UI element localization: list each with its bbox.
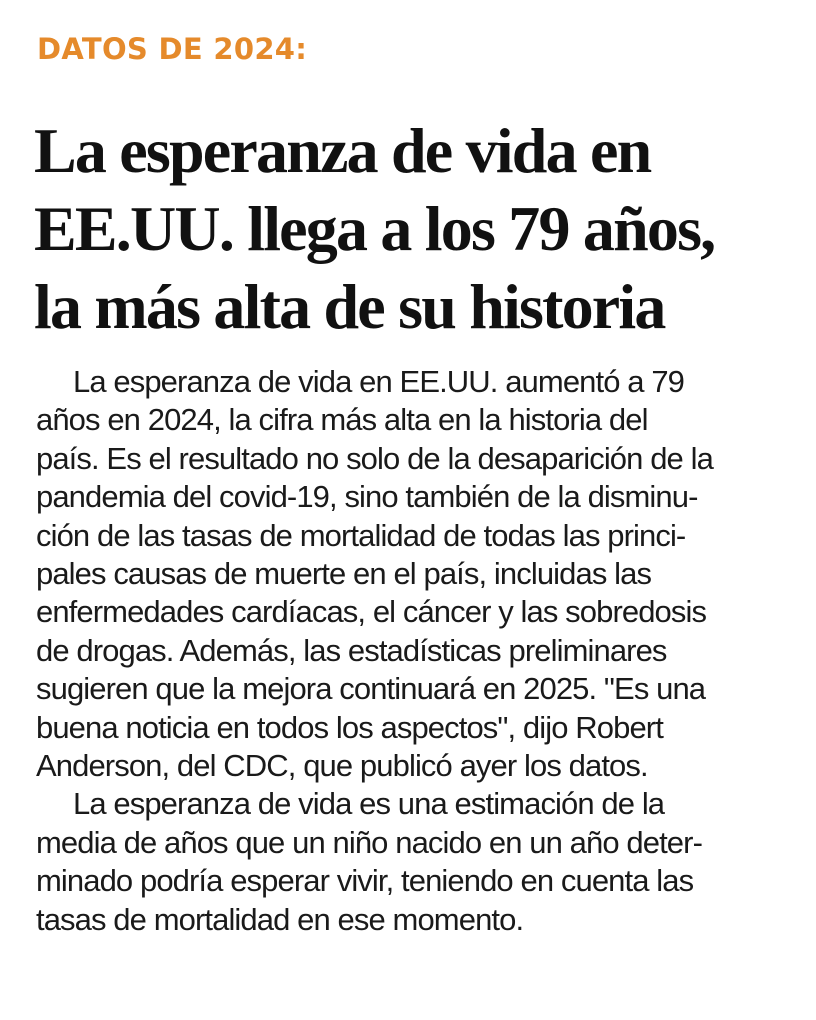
paragraph-2-line: media de años que un niño nacido en un año deter-: [36, 824, 702, 860]
paragraph-1-line: pales causas de muerte en el país, incluidas las: [36, 556, 652, 592]
paragraph-2-line: minado podría esperar vivir, teniendo en cuenta las: [36, 863, 694, 899]
paragraph-1-line: sugieren que la mejora continuará en 2025. "Es una: [36, 671, 706, 707]
paragraph-1-line: buena noticia en todos los aspectos", dijo Robert: [36, 709, 663, 745]
paragraph-1-line: país. Es el resultado no solo de la desaparición de la: [36, 440, 713, 476]
headline-line: EE.UU. llega a los 79 años,: [34, 193, 715, 264]
headline: [34, 112, 814, 346]
headline-line: La esperanza de vida en: [34, 115, 651, 186]
headline-line: la más alta de su historia: [34, 271, 665, 342]
paragraph-1-line: La esperanza de vida en EE.UU. aumentó a 79: [73, 364, 684, 399]
paragraph-2-line: tasas de mortalidad en ese momento.: [36, 901, 524, 937]
paragraph-1-line: enfermedades cardíacas, el cáncer y las sobredosis: [36, 594, 707, 630]
section-kicker: DATOS DE 2024:: [37, 32, 308, 66]
paragraph-2-line: La esperanza de vida es una estimación de la: [73, 786, 665, 822]
paragraph-1-line: Anderson, del CDC, que publicó ayer los datos.: [36, 748, 648, 784]
paragraph-1-line: de drogas. Además, las estadísticas preliminares: [36, 632, 667, 668]
paragraph-1-line: ción de las tasas de mortalidad de todas las princi-: [36, 517, 686, 553]
paragraph-1-line: años en 2024, la cifra más alta en la historia del: [36, 402, 648, 438]
paragraph-1-line: pandemia del covid-19, sino también de la disminu-: [36, 479, 698, 515]
article-body: [36, 363, 796, 939]
